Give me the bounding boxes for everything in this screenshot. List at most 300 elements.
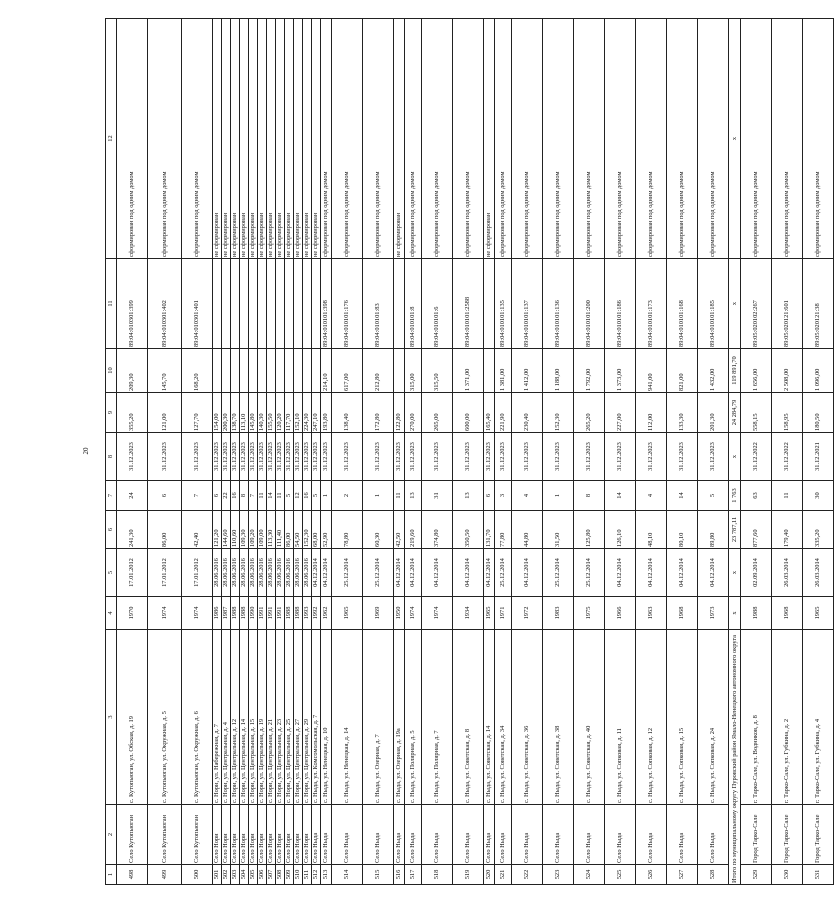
deadline-cell: 31.12.2021 xyxy=(803,433,834,481)
date-cell: 28.06.2016 xyxy=(231,549,240,597)
residents-cell: 14 xyxy=(267,481,276,511)
area-cell: 110,60 xyxy=(231,511,240,549)
year-built-cell: 1934 xyxy=(453,597,484,630)
amount-cell: 120,20 xyxy=(276,393,285,433)
year-built-cell: 1991 xyxy=(276,597,285,630)
land-area-cell: 1 412,00 xyxy=(512,349,543,393)
land-area-cell xyxy=(312,349,321,393)
address-cell: с. Нори, ул. Центральная, д. 25 xyxy=(285,630,294,805)
land-status-cell: сформирован под одним домом xyxy=(698,19,729,259)
land-area-cell: 315,00 xyxy=(405,349,422,393)
table-body xyxy=(106,19,834,885)
cadastral-number-cell: 89:05:020121:601 xyxy=(772,259,803,349)
table-row xyxy=(741,19,772,885)
land-status-cell: сформирован под одним домом xyxy=(772,19,803,259)
amount-cell: 145,80 xyxy=(249,393,258,433)
land-status-cell: не сформирован xyxy=(303,19,312,259)
year-built-cell: 1986 xyxy=(213,597,222,630)
year-built-cell: 1974 xyxy=(148,597,182,630)
address-cell: с. Ныда, ул. Сопковая, д. 15 xyxy=(667,630,698,805)
land-area-cell: 1 792,00 xyxy=(574,349,605,393)
row-number: 522 xyxy=(512,865,543,885)
amount-cell: 600,00 xyxy=(453,393,484,433)
settlement-cell: Село Нори xyxy=(240,805,249,865)
address-cell: с. Ныда, ул. Сопковая, д. 12 xyxy=(636,630,667,805)
address-cell: с. Нори, ул. Центральная, д. 27 xyxy=(294,630,303,805)
row-number: 515 xyxy=(363,865,394,885)
year-built-cell: 1968 xyxy=(667,597,698,630)
address-cell: г. Тарко-Сале, ул. Губкина, д. 2 xyxy=(772,630,803,805)
row-number: 506 xyxy=(258,865,267,885)
row-number: 531 xyxy=(803,865,834,885)
cadastral-number-cell xyxy=(213,259,222,349)
area-cell: 86,00 xyxy=(148,511,182,549)
amount-cell: 138,40 xyxy=(332,393,363,433)
total-row xyxy=(729,19,741,885)
table-row xyxy=(772,19,803,885)
row-number: 500 xyxy=(182,865,213,885)
cadastral-number-cell: 89:04:010101:83 xyxy=(363,259,394,349)
settlement-cell: Село Ныда xyxy=(405,805,422,865)
row-number: 505 xyxy=(249,865,258,885)
date-cell: 26.03.2014 xyxy=(772,549,803,597)
cadastral-number-cell: 89:04:010101:398 xyxy=(321,259,332,349)
address-cell: с. Ныда, ул. Ненецкая, д. 10 xyxy=(321,630,332,805)
land-status-cell: сформирован под одним домом xyxy=(605,19,636,259)
amount-cell: 265,00 xyxy=(422,393,453,433)
row-number: 508 xyxy=(276,865,285,885)
date-cell: 28.06.2016 xyxy=(240,549,249,597)
column-number: 11 xyxy=(106,259,117,349)
cadastral-number-cell: 89:04:010101:2588 xyxy=(453,259,484,349)
residents-cell: 30 xyxy=(803,481,834,511)
cadastral-number-cell: 89:04:010101:137 xyxy=(512,259,543,349)
settlement-cell: Село Ныда xyxy=(484,805,495,865)
year-built-cell: 1991 xyxy=(258,597,267,630)
cadastral-number-cell: 89:04:010101:6 xyxy=(422,259,453,349)
year-built-cell: 1972 xyxy=(512,597,543,630)
amount-cell: 117,70 xyxy=(285,393,294,433)
deadline-cell: 31.12.2023 xyxy=(267,433,276,481)
area-cell: 42,50 xyxy=(394,511,405,549)
year-built-cell: 1988 xyxy=(231,597,240,630)
column-number: 1 xyxy=(106,865,117,885)
row-number: 516 xyxy=(394,865,405,885)
table-row xyxy=(422,19,453,885)
land-status-cell: сформирован под одним домом xyxy=(405,19,422,259)
land-area-cell: 1 371,00 xyxy=(453,349,484,393)
year-built-cell: 1965 xyxy=(803,597,834,630)
address-cell: г. Тарко-Сале, ул. Водников, д. 8 xyxy=(741,630,772,805)
land-area-cell: 941,00 xyxy=(636,349,667,393)
cadastral-number-cell xyxy=(249,259,258,349)
address-cell: с. Нори, ул. Центральная, д. 19 xyxy=(258,630,267,805)
date-cell: 25.12.2014 xyxy=(543,549,574,597)
row-number: 527 xyxy=(667,865,698,885)
deadline-cell: 31.12.2023 xyxy=(453,433,484,481)
table-row xyxy=(267,19,276,885)
date-cell: 04.12.2014 xyxy=(636,549,667,597)
land-status-cell: сформирован под одним домом xyxy=(453,19,484,259)
land-status-cell: не сформирован xyxy=(276,19,285,259)
amount-cell: 140,30 xyxy=(258,393,267,433)
residents-cell: 16 xyxy=(303,481,312,511)
address-cell: с. Ныда, ул. Советская, д. 8 xyxy=(453,630,484,805)
cadastral-number-cell: 89:04:010101:185 xyxy=(698,259,729,349)
row-number: 510 xyxy=(294,865,303,885)
area-cell: 109,30 xyxy=(240,511,249,549)
settlement-cell: Село Нори xyxy=(285,805,294,865)
date-cell: 26.03.2014 xyxy=(803,549,834,597)
date-cell: 28.06.2016 xyxy=(213,549,222,597)
land-status-cell: не сформирован xyxy=(231,19,240,259)
table-row xyxy=(148,19,182,885)
land-area-cell xyxy=(276,349,285,393)
area-cell: 125,80 xyxy=(574,511,605,549)
deadline-cell: 31.12.2023 xyxy=(394,433,405,481)
amount-cell: 122,80 xyxy=(394,393,405,433)
deadline-cell: 31.12.2023 xyxy=(495,433,512,481)
deadline-cell: 31.12.2023 xyxy=(405,433,422,481)
table-row xyxy=(512,19,543,885)
land-area-cell: 145,70 xyxy=(148,349,182,393)
land-area-cell xyxy=(240,349,249,393)
address-cell: с. Ныда, ул. Озерная, д. 7 xyxy=(363,630,394,805)
settlement-cell: Село Ныда xyxy=(321,805,332,865)
deadline-cell: 31.12.2023 xyxy=(231,433,240,481)
land-status-cell: сформирован под одним домом xyxy=(667,19,698,259)
column-number: 9 xyxy=(106,393,117,433)
deadline-cell: 31.12.2023 xyxy=(605,433,636,481)
area-cell: 374,80 xyxy=(422,511,453,549)
table-row xyxy=(294,19,303,885)
cadastral-number-cell xyxy=(222,259,231,349)
land-area-cell xyxy=(484,349,495,393)
settlement-cell: Село Нори xyxy=(294,805,303,865)
settlement-cell: Село Ныда xyxy=(543,805,574,865)
area-cell: 111,40 xyxy=(276,511,285,549)
settlement-cell: Село Ныда xyxy=(363,805,394,865)
housing-register-table xyxy=(105,18,834,885)
column-number: 6 xyxy=(106,511,117,549)
residents-cell: 24 xyxy=(117,481,148,511)
date-cell: 25.12.2014 xyxy=(495,549,512,597)
land-area-cell xyxy=(231,349,240,393)
table-row xyxy=(231,19,240,885)
cadastral-number-cell: 89:04:010301:401 xyxy=(182,259,213,349)
table-row xyxy=(363,19,394,885)
area-cell: 144,60 xyxy=(222,511,231,549)
amount-cell: 155,50 xyxy=(267,393,276,433)
residents-cell: 1 xyxy=(543,481,574,511)
address-cell: с. Кутопьюган, ул. Обская, д. 19 xyxy=(117,630,148,805)
settlement-cell: Село Ныда xyxy=(495,805,512,865)
area-cell: 109,00 xyxy=(258,511,267,549)
amount-cell: 152,30 xyxy=(543,393,574,433)
amount-cell: 221,90 xyxy=(495,393,512,433)
residents-cell: 6 xyxy=(213,481,222,511)
area-cell: 54,50 xyxy=(294,511,303,549)
cadastral-number-cell xyxy=(276,259,285,349)
settlement-cell: Город Тарко-Сале xyxy=(741,805,772,865)
year-built-cell: 1988 xyxy=(285,597,294,630)
settlement-cell: Село Ныда xyxy=(453,805,484,865)
total-cell: x xyxy=(729,433,741,481)
address-cell: с. Ныда, ул. Сопковая, д. 24 xyxy=(698,630,729,805)
land-area-cell: 214,10 xyxy=(321,349,332,393)
column-number: 12 xyxy=(106,19,117,259)
total-label: Итого по муниципальному округу Пуровский район Ямало-Ненецкого автономного округа xyxy=(729,630,741,885)
amount-cell: 270,00 xyxy=(405,393,422,433)
settlement-cell: Село Нори xyxy=(222,805,231,865)
amount-cell: 200,30 xyxy=(222,393,231,433)
area-cell: 68,00 xyxy=(312,511,321,549)
land-status-cell: не сформирован xyxy=(312,19,321,259)
year-built-cell: 1974 xyxy=(405,597,422,630)
page-number: 20 xyxy=(82,447,90,455)
residents-cell: 16 xyxy=(231,481,240,511)
row-number: 517 xyxy=(405,865,422,885)
residents-cell: 5 xyxy=(285,481,294,511)
settlement-cell: Село Ныда xyxy=(605,805,636,865)
land-area-cell xyxy=(294,349,303,393)
year-built-cell: 1970 xyxy=(117,597,148,630)
date-cell: 25.12.2014 xyxy=(574,549,605,597)
row-number: 518 xyxy=(422,865,453,885)
land-area-cell: 1 381,00 xyxy=(495,349,512,393)
date-cell: 04.12.2014 xyxy=(312,549,321,597)
land-area-cell: 168,20 xyxy=(182,349,213,393)
table-row xyxy=(405,19,422,885)
area-cell: 48,10 xyxy=(636,511,667,549)
date-cell: 28.06.2016 xyxy=(267,549,276,597)
residents-cell: 14 xyxy=(605,481,636,511)
area-cell: 44,80 xyxy=(512,511,543,549)
total-cell: x xyxy=(729,597,741,630)
deadline-cell: 31.12.2022 xyxy=(772,433,803,481)
column-number: 2 xyxy=(106,805,117,865)
cadastral-number-cell xyxy=(285,259,294,349)
date-cell: 28.06.2016 xyxy=(222,549,231,597)
table-row xyxy=(240,19,249,885)
row-number: 520 xyxy=(484,865,495,885)
residents-cell: 5 xyxy=(312,481,321,511)
residents-cell: 1 xyxy=(321,481,332,511)
amount-cell: 127,70 xyxy=(182,393,213,433)
land-status-cell: сформирован под одним домом xyxy=(636,19,667,259)
cadastral-number-cell: 89:04:010101:168 xyxy=(667,259,698,349)
cadastral-number-cell: 89:04:010101:200 xyxy=(574,259,605,349)
deadline-cell: 31.12.2023 xyxy=(258,433,267,481)
area-cell: 78,80 xyxy=(332,511,363,549)
amount-cell: 138,70 xyxy=(231,393,240,433)
table-row xyxy=(636,19,667,885)
deadline-cell: 31.12.2023 xyxy=(222,433,231,481)
table-row xyxy=(312,19,321,885)
amount-cell: 355,20 xyxy=(117,393,148,433)
address-cell: с. Нори, ул. Центральная, д. 29 xyxy=(303,630,312,805)
date-cell: 04.12.2014 xyxy=(422,549,453,597)
table-row xyxy=(285,19,294,885)
cadastral-number-cell: 89:04:010101:173 xyxy=(636,259,667,349)
address-cell: с. Ныда, ул. Советская, д. 38 xyxy=(543,630,574,805)
settlement-cell: Город Тарко-Сале xyxy=(772,805,803,865)
land-status-cell: сформирован под одним домом xyxy=(543,19,574,259)
land-status-cell: сформирован под одним домом xyxy=(495,19,512,259)
date-cell: 28.06.2016 xyxy=(285,549,294,597)
date-cell: 04.12.2014 xyxy=(605,549,636,597)
total-cell: 23 787,11 xyxy=(729,511,741,549)
column-number: 3 xyxy=(106,630,117,805)
settlement-cell: Город Тарко-Сале xyxy=(803,805,834,865)
year-built-cell: 1975 xyxy=(574,597,605,630)
deadline-cell: 31.12.2023 xyxy=(667,433,698,481)
deadline-cell: 31.12.2023 xyxy=(636,433,667,481)
land-area-cell: 2 508,00 xyxy=(772,349,803,393)
cadastral-number-cell xyxy=(294,259,303,349)
table-row xyxy=(698,19,729,885)
row-number: 511 xyxy=(303,865,312,885)
date-cell: 04.12.2014 xyxy=(512,549,543,597)
residents-cell: 7 xyxy=(182,481,213,511)
address-cell: с. Ныда, ул. Советская, д. 34 xyxy=(495,630,512,805)
date-cell: 28.06.2016 xyxy=(294,549,303,597)
amount-cell: 193,80 xyxy=(321,393,332,433)
cadastral-number-cell xyxy=(240,259,249,349)
address-cell: с. Нори, ул. Центральная, д. 4 xyxy=(222,630,231,805)
cadastral-number-cell: 89:04:010301:402 xyxy=(148,259,182,349)
year-built-cell: 1983 xyxy=(543,597,574,630)
date-cell: 17.01.2012 xyxy=(117,549,148,597)
settlement-cell: Село Ныда xyxy=(394,805,405,865)
date-cell: 28.06.2016 xyxy=(258,549,267,597)
address-cell: с. Ныда, ул. Сопковая, д. 11 xyxy=(605,630,636,805)
cadastral-number-cell xyxy=(303,259,312,349)
land-status-cell: сформирован под одним домом xyxy=(741,19,772,259)
settlement-cell: Село Нори xyxy=(258,805,267,865)
date-cell: 25.12.2014 xyxy=(332,549,363,597)
row-number: 514 xyxy=(332,865,363,885)
row-number: 526 xyxy=(636,865,667,885)
land-status-cell: не сформирован xyxy=(240,19,249,259)
land-area-cell xyxy=(285,349,294,393)
settlement-cell: Село Нори xyxy=(213,805,222,865)
table-row xyxy=(258,19,267,885)
amount-cell: 224,30 xyxy=(303,393,312,433)
table-row xyxy=(249,19,258,885)
area-cell: 42,40 xyxy=(182,511,213,549)
settlement-cell: Село Нори xyxy=(276,805,285,865)
date-cell: 04.12.2014 xyxy=(405,549,422,597)
table-row xyxy=(182,19,213,885)
year-built-cell: 1988 xyxy=(294,597,303,630)
address-cell: с. Нори, ул. Центральная, д. 21 xyxy=(267,630,276,805)
residents-cell: 8 xyxy=(240,481,249,511)
address-cell: с. Ныда, ул. Советская, д. 40 xyxy=(574,630,605,805)
land-status-cell: сформирован под одним домом xyxy=(574,19,605,259)
row-number: 512 xyxy=(312,865,321,885)
row-number: 499 xyxy=(148,865,182,885)
area-cell: 77,80 xyxy=(495,511,512,549)
cadastral-number-cell: 89:05:020102:267 xyxy=(741,259,772,349)
land-status-cell: не сформирован xyxy=(267,19,276,259)
address-cell: г. Тарко-Сале, ул. Губкина, д. 4 xyxy=(803,630,834,805)
area-cell: 86,00 xyxy=(285,511,294,549)
deadline-cell: 31.12.2023 xyxy=(182,433,213,481)
date-cell: 04.12.2014 xyxy=(484,549,495,597)
column-number: 7 xyxy=(106,481,117,511)
land-area-cell xyxy=(303,349,312,393)
land-area-cell: 1 373,00 xyxy=(605,349,636,393)
year-built-cell: 1991 xyxy=(267,597,276,630)
area-cell: 60,30 xyxy=(363,511,394,549)
land-status-cell: не сформирован xyxy=(249,19,258,259)
address-cell: с. Кутопьюган, ул. Окружная, д. 5 xyxy=(148,630,182,805)
cadastral-number-cell: 89:04:010301:399 xyxy=(117,259,148,349)
table-row xyxy=(117,19,148,885)
year-built-cell: 1963 xyxy=(636,597,667,630)
year-built-cell: 1993 xyxy=(303,597,312,630)
amount-cell: 113,10 xyxy=(240,393,249,433)
cadastral-number-cell: 89:04:010101:136 xyxy=(543,259,574,349)
land-area-cell: 209,30 xyxy=(117,349,148,393)
deadline-cell: 31.12.2023 xyxy=(422,433,453,481)
settlement-cell: Село Нори xyxy=(303,805,312,865)
deadline-cell: 31.12.2023 xyxy=(117,433,148,481)
deadline-cell: 31.12.2023 xyxy=(512,433,543,481)
column-number: 4 xyxy=(106,597,117,630)
table-row xyxy=(574,19,605,885)
total-cell: 24 284,79 xyxy=(729,393,741,433)
land-status-cell: сформирован под одним домом xyxy=(363,19,394,259)
land-area-cell xyxy=(267,349,276,393)
residents-cell: 11 xyxy=(394,481,405,511)
residents-cell: 11 xyxy=(772,481,803,511)
date-cell: 04.12.2014 xyxy=(453,549,484,597)
table-row xyxy=(276,19,285,885)
year-built-cell: 1988 xyxy=(741,597,772,630)
land-status-cell: сформирован под одним домом xyxy=(803,19,834,259)
year-built-cell: 1992 xyxy=(312,597,321,630)
amount-cell: 121,00 xyxy=(148,393,182,433)
land-status-cell: не сформирован xyxy=(222,19,231,259)
row-number: 501 xyxy=(213,865,222,885)
amount-cell: 180,50 xyxy=(803,393,834,433)
residents-cell: 11 xyxy=(276,481,285,511)
table-row xyxy=(667,19,698,885)
land-status-cell: сформирован под одним домом xyxy=(117,19,148,259)
area-cell: 121,20 xyxy=(213,511,222,549)
land-status-cell: не сформирован xyxy=(258,19,267,259)
cadastral-number-cell: 89:04:010101:176 xyxy=(332,259,363,349)
land-area-cell: 1 432,00 xyxy=(698,349,729,393)
table-row xyxy=(332,19,363,885)
amount-cell: 165,40 xyxy=(484,393,495,433)
date-cell: 04.12.2014 xyxy=(667,549,698,597)
row-number: 525 xyxy=(605,865,636,885)
amount-cell: 133,30 xyxy=(667,393,698,433)
cadastral-number-cell xyxy=(484,259,495,349)
amount-cell: 172,80 xyxy=(363,393,394,433)
land-area-cell xyxy=(258,349,267,393)
residents-cell: 5 xyxy=(698,481,729,511)
row-number: 502 xyxy=(222,865,231,885)
residents-cell: 22 xyxy=(222,481,231,511)
residents-cell: 31 xyxy=(422,481,453,511)
residents-cell: 63 xyxy=(741,481,772,511)
column-number: 8 xyxy=(106,433,117,481)
year-built-cell: 1990 xyxy=(249,597,258,630)
